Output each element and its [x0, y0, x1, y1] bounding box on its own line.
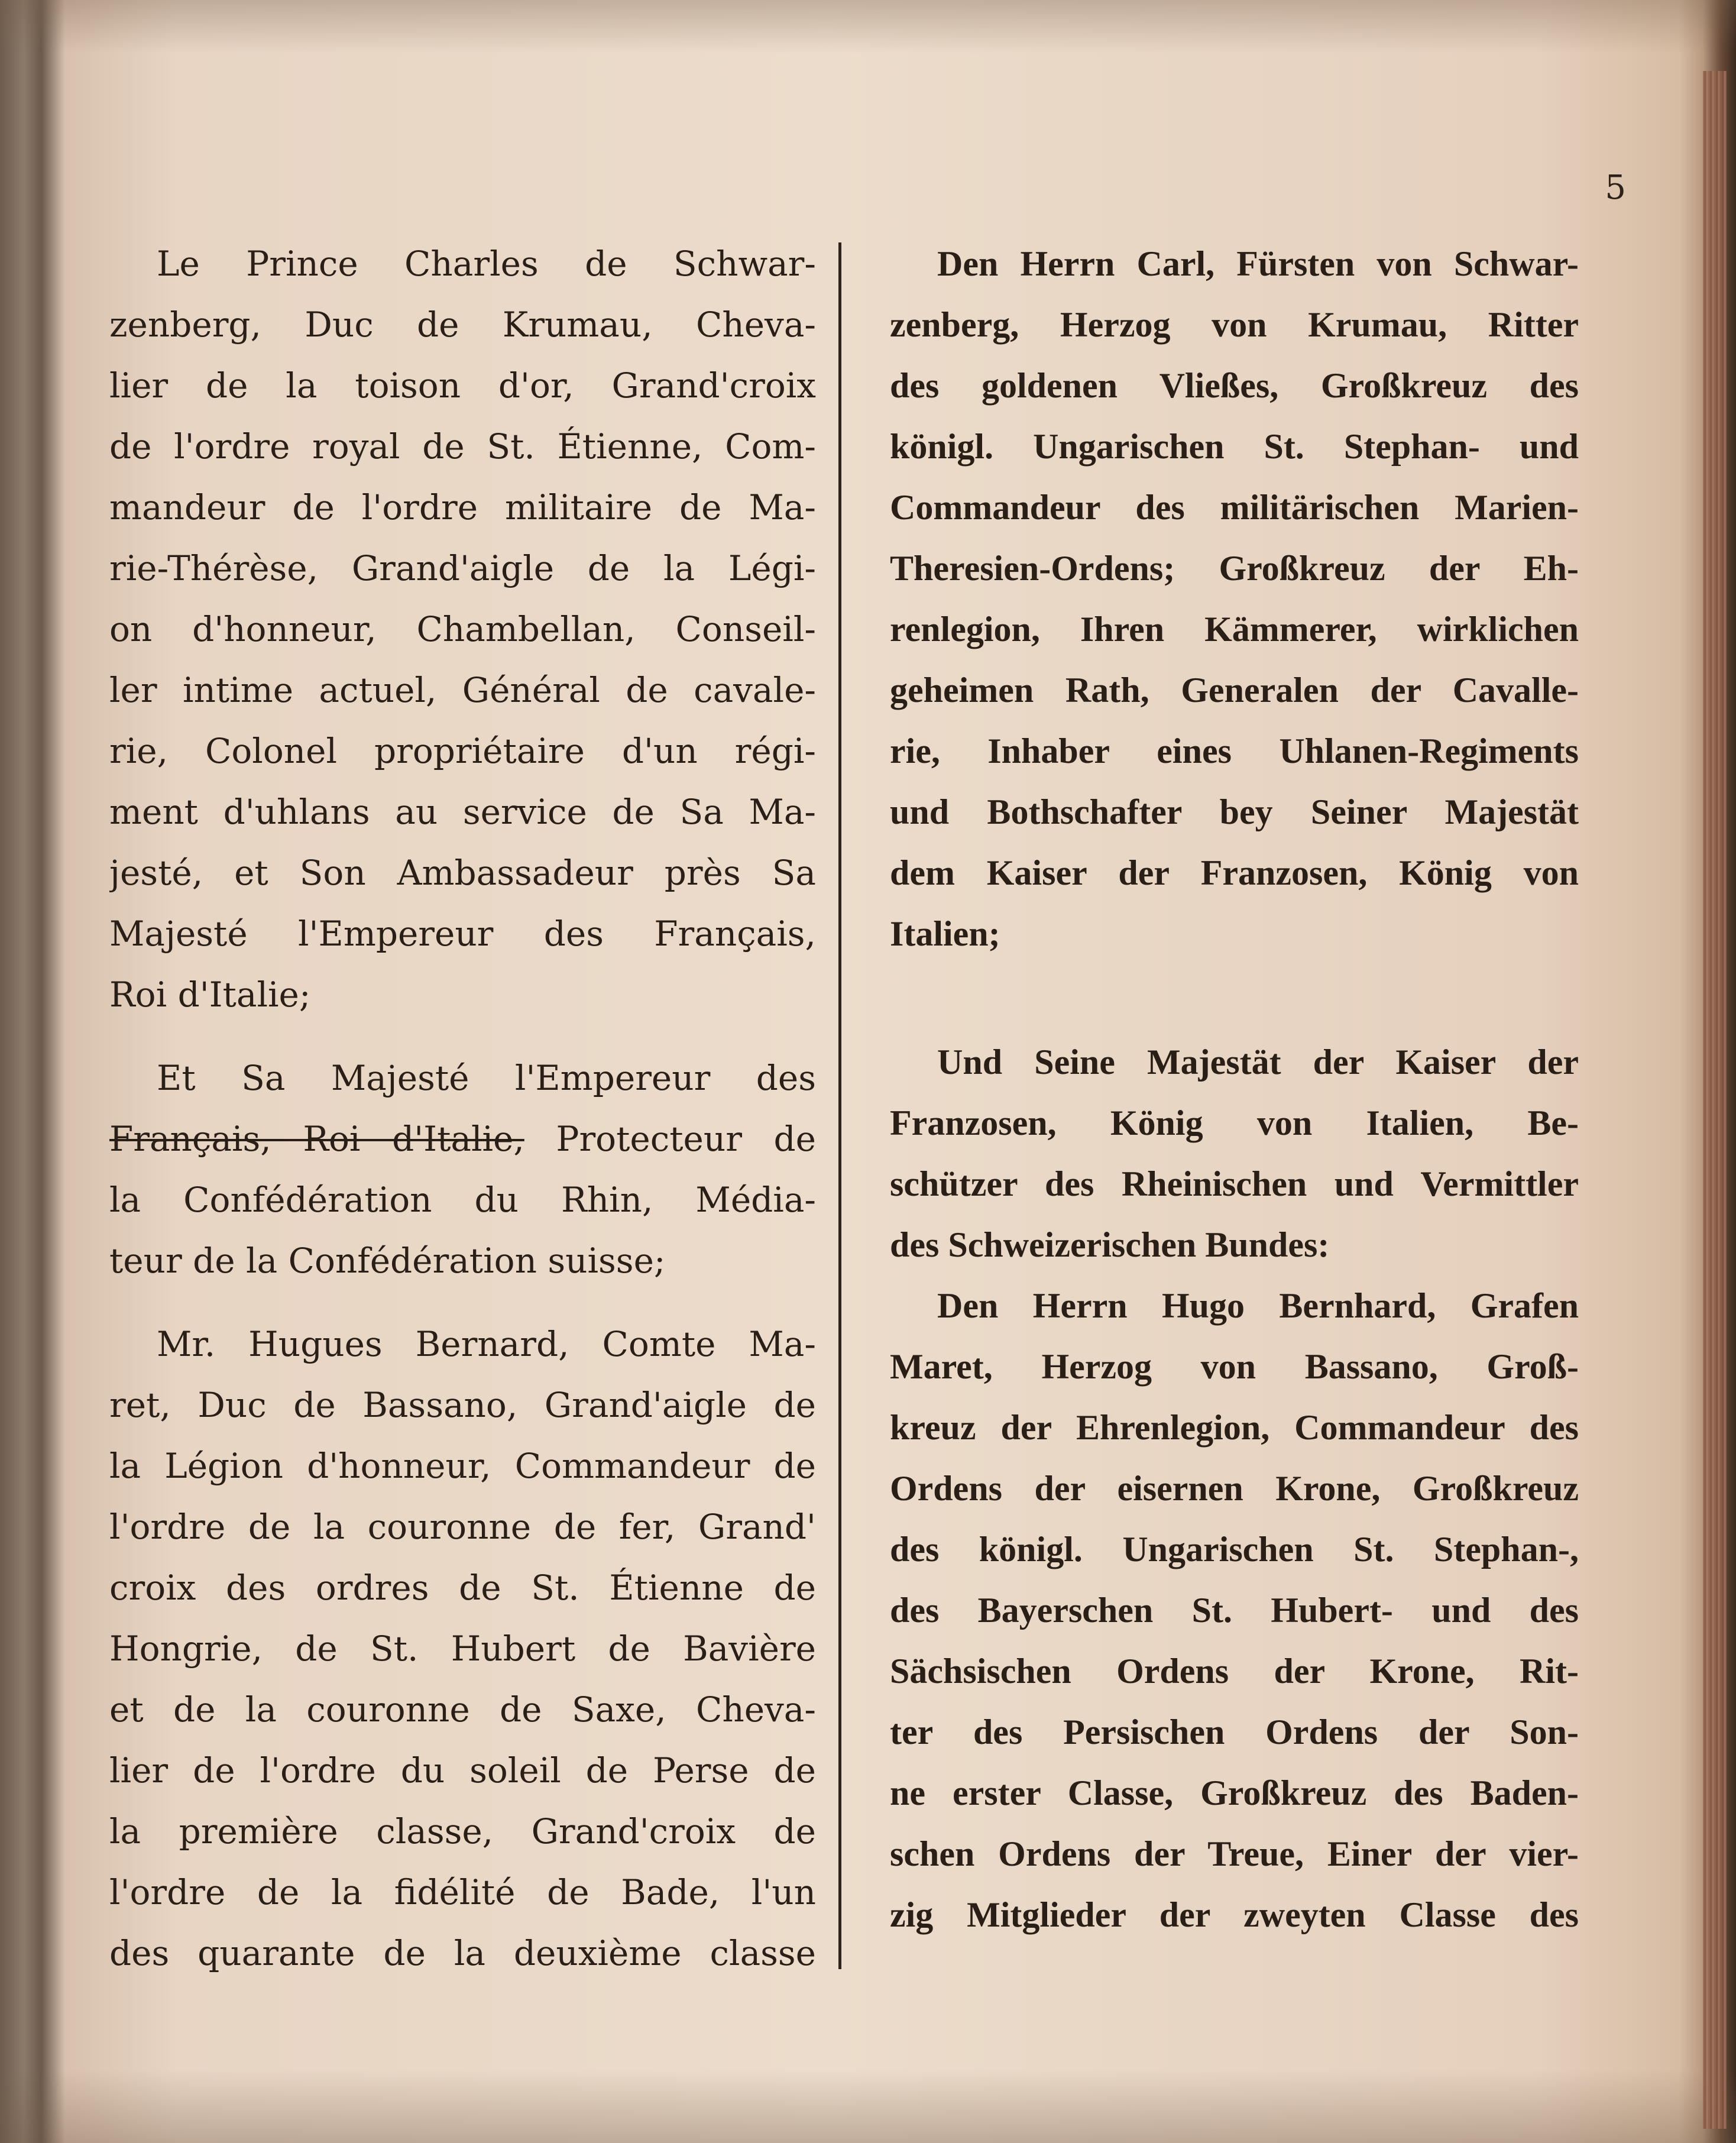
page-number: 5	[1605, 169, 1626, 207]
french-line: lier de la toison d'or, Grand'croix	[109, 365, 816, 406]
french-line: Le Prince Charles de Schwar-	[157, 244, 816, 284]
french-line: Roi d'Italie;	[109, 975, 311, 1015]
german-line: und Bothschafter bey Seiner Majestät	[890, 792, 1579, 831]
french-paragraph-3	[109, 1314, 816, 1984]
german-line: des Bayerschen St. Hubert- und des	[890, 1591, 1579, 1630]
german-paragraph-2	[890, 1032, 1579, 1276]
french-line: ler intime actuel, Général de cavale-	[109, 670, 816, 710]
french-line: ret, Duc de Bassano, Grand'aigle de	[109, 1385, 816, 1425]
paragraph-gap	[109, 1025, 816, 1048]
french-line: on d'honneur, Chambellan, Conseil-	[109, 609, 816, 649]
german-line: des goldenen Vließes, Großkreuz des	[890, 366, 1579, 405]
german-line: renlegion, Ihren Kämmerer, wirklichen	[890, 610, 1579, 649]
french-line: la Confédération du Rhin, Média-	[109, 1180, 816, 1220]
french-line: la première classe, Grand'croix de	[109, 1811, 816, 1851]
german-line: Den Herrn Carl, Fürsten von Schwar-	[937, 244, 1579, 283]
german-line: ter des Persischen Ordens der Son-	[890, 1713, 1579, 1752]
french-line: des quarante de la deuxième classe	[109, 1933, 816, 1973]
german-column	[890, 234, 1579, 1984]
german-line: rie, Inhaber eines Uhlanen-Regiments	[890, 731, 1579, 771]
german-paragraph-3	[890, 1276, 1579, 1945]
german-line: des Schweizerischen Bundes:	[890, 1225, 1330, 1264]
german-line: Sächsischen Ordens der Krone, Rit-	[890, 1652, 1579, 1691]
french-line: rie-Thérèse, Grand'aigle de la Légi-	[109, 548, 816, 588]
french-line: croix des ordres de St. Étienne de	[109, 1568, 816, 1608]
german-line: Theresien-Ordens; Großkreuz der Eh-	[890, 549, 1579, 588]
french-line: la Légion d'honneur, Commandeur de	[109, 1446, 816, 1486]
german-line: Und Seine Majestät der Kaiser der	[937, 1043, 1579, 1082]
german-paragraph-1	[890, 234, 1579, 964]
german-line: schützer des Rheinischen und Vermittler	[890, 1164, 1579, 1203]
paragraph-gap	[109, 1291, 816, 1314]
german-line: Franzosen, König von Italien, Be-	[890, 1103, 1579, 1142]
german-line: Commandeur des militärischen Marien-	[890, 488, 1579, 527]
german-line: Italien;	[890, 914, 1000, 953]
german-line: Maret, Herzog von Bassano, Groß-	[890, 1347, 1579, 1386]
page-top-shadow	[0, 0, 1736, 53]
french-line: Majesté l'Empereur des Français,	[109, 914, 816, 954]
french-line: et de la couronne de Saxe, Cheva-	[109, 1689, 816, 1730]
french-line: zenberg, Duc de Krumau, Cheva-	[109, 305, 816, 345]
french-line: l'ordre de la fidélité de Bade, l'un	[109, 1872, 816, 1912]
french-line-rest: Protecteur de	[524, 1119, 816, 1159]
french-line: Mr. Hugues Bernard, Comte Ma-	[157, 1324, 816, 1364]
page-edge-stack	[1703, 71, 1727, 2129]
paragraph-gap	[890, 964, 1579, 987]
french-line: Et Sa Majesté l'Empereur des	[157, 1058, 816, 1098]
struck-text: Français, Roi d'Italie,	[109, 1119, 524, 1159]
french-line: lier de l'ordre du soleil de Perse de	[109, 1750, 816, 1791]
page-bottom-shadow	[0, 2070, 1736, 2143]
french-paragraph-1	[109, 234, 816, 1025]
german-line: zenberg, Herzog von Krumau, Ritter	[890, 305, 1579, 344]
column-divider	[838, 242, 841, 1969]
german-line: königl. Ungarischen St. Stephan- und	[890, 427, 1579, 466]
french-line: Hongrie, de St. Hubert de Bavière	[109, 1629, 816, 1669]
paragraph-gap	[890, 1009, 1579, 1032]
german-line: zig Mitglieder der zweyten Classe des	[890, 1895, 1579, 1934]
paragraph-gap	[890, 987, 1579, 1009]
french-line-struck	[109, 1109, 816, 1170]
french-line: jesté, et Son Ambassadeur près Sa	[109, 853, 816, 893]
german-line: dem Kaiser der Franzosen, König von	[890, 853, 1579, 892]
french-line: l'ordre de la couronne de fer, Grand'	[109, 1507, 816, 1547]
german-line: ne erster Classe, Großkreuz des Baden-	[890, 1773, 1579, 1812]
german-line: Ordens der eisernen Krone, Großkreuz	[890, 1469, 1579, 1508]
german-line: geheimen Rath, Generalen der Cavalle-	[890, 671, 1579, 710]
french-line: teur de la Confédération suisse;	[109, 1241, 666, 1281]
german-line: kreuz der Ehrenlegion, Commandeur des	[890, 1408, 1579, 1447]
french-line: de l'ordre royal de St. Étienne, Com-	[109, 426, 816, 467]
german-line: des königl. Ungarischen St. Stephan-,	[890, 1530, 1579, 1569]
french-line: mandeur de l'ordre militaire de Ma-	[109, 487, 816, 527]
french-column	[109, 234, 816, 1984]
french-paragraph-2	[109, 1048, 816, 1291]
french-line: ment d'uhlans au service de Sa Ma-	[109, 792, 816, 832]
german-line: schen Ordens der Treue, Einer der vier-	[890, 1834, 1579, 1873]
french-line: rie, Colonel propriétaire d'un régi-	[109, 731, 816, 771]
german-line: Den Herrn Hugo Bernhard, Grafen	[937, 1286, 1579, 1325]
